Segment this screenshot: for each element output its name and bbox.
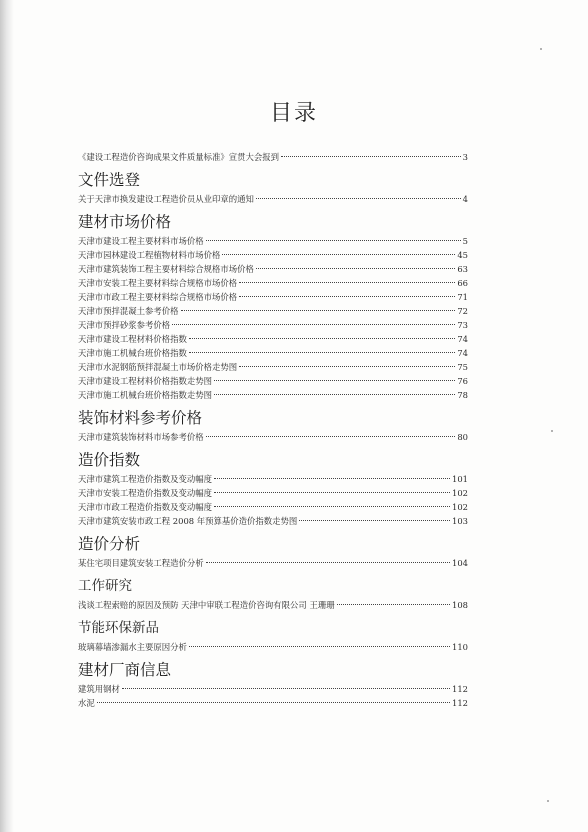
section-heading: 装饰材料参考价格 [78, 409, 203, 427]
leader-dots [206, 562, 450, 563]
toc-entry-page: 76 [457, 376, 468, 386]
section-heading: 造价分析 [78, 535, 141, 553]
toc-entry-label: 天津市安装工程造价指数及变动幅度 [78, 488, 212, 498]
leader-dots [206, 436, 456, 437]
toc-entry-label: 天津市市政工程主要材料综合规格市场价格 [78, 292, 238, 302]
toc-entry-page: 103 [452, 516, 468, 526]
table-of-contents [78, 150, 468, 710]
toc-entry-page: 110 [452, 642, 468, 652]
leader-dots [189, 338, 455, 339]
scan-speck [551, 430, 553, 432]
toc-entry[interactable] [78, 262, 468, 276]
toc-entry-page: 102 [452, 502, 468, 512]
section-heading: 建材市场价格 [78, 213, 172, 231]
leader-dots [256, 268, 455, 269]
section-heading: 造价指数 [78, 451, 141, 469]
toc-entry-label: 天津市预拌砂浆参考价格 [78, 320, 171, 330]
toc-entry-label: 天津市水泥钢筋预拌混凝土市场价格走势图 [78, 362, 238, 372]
toc-entry-page: 80 [457, 432, 468, 442]
toc-entry[interactable] [78, 192, 468, 206]
toc-entry[interactable] [78, 640, 468, 654]
toc-entry-page: 104 [452, 558, 468, 568]
toc-entry-label: 玻璃幕墙渗漏水主要原因分析 [78, 642, 187, 652]
toc-entry-page: 112 [452, 698, 468, 708]
toc-entry-label: 天津市建设工程材料价格指数 [78, 334, 187, 344]
leader-dots [239, 296, 455, 297]
toc-entry-page: 74 [457, 348, 468, 358]
toc-entry-label: 天津市建设工程材料价格指数走势图 [78, 376, 212, 386]
leader-dots [172, 324, 455, 325]
toc-entry-page: 108 [452, 600, 468, 610]
leader-dots [214, 506, 450, 507]
toc-entry-label: 某住宅项目建筑安装工程造价分析 [78, 558, 204, 568]
leader-dots [256, 198, 461, 199]
toc-entry-label: 关于天津市换发建设工程造价员从业印章的通知 [78, 194, 254, 204]
toc-entry[interactable] [78, 332, 468, 346]
toc-entry-page: 75 [457, 362, 468, 372]
toc-entry-label: 天津市建设工程主要材料市场价格 [78, 236, 204, 246]
toc-entry-intro[interactable] [78, 150, 468, 164]
leader-dots [214, 394, 455, 395]
leader-dots [337, 604, 450, 605]
toc-entry-page: 3 [462, 152, 468, 162]
toc-entry-page: 5 [462, 236, 468, 246]
toc-entry-page: 4 [462, 194, 468, 204]
toc-entry[interactable] [78, 374, 468, 388]
leader-dots [189, 646, 450, 647]
toc-entry-label: 天津市预拌混凝土参考价格 [78, 306, 179, 316]
toc-entry[interactable] [78, 500, 468, 514]
toc-entry-label: 天津市施工机械台班价格指数 [78, 348, 187, 358]
toc-entry-label: 天津市建筑工程造价指数及变动幅度 [78, 474, 212, 484]
toc-entry[interactable] [78, 696, 468, 710]
section-heading: 工作研究 [78, 578, 132, 594]
toc-entry[interactable] [78, 290, 468, 304]
toc-entry[interactable] [78, 248, 468, 262]
toc-entry-page: 71 [457, 292, 468, 302]
toc-entry-page: 63 [457, 264, 468, 274]
leader-dots [214, 380, 455, 381]
leader-dots [97, 702, 450, 703]
toc-entry-page: 45 [457, 250, 468, 260]
leader-dots [214, 492, 450, 493]
leader-dots [239, 366, 455, 367]
toc-entry[interactable] [78, 304, 468, 318]
toc-entry-label: 浅谈工程索赔的原因及预防 天津中审联工程造价咨询有限公司 王珊珊 [78, 600, 335, 610]
toc-entry-label: 天津市园林建设工程植物材料市场价格 [78, 250, 221, 260]
toc-entry-page: 112 [452, 684, 468, 694]
toc-entry-label: 天津市建筑装饰工程主要材料综合规格市场价格 [78, 264, 254, 274]
toc-entry-label: 天津市施工机械台班价格指数走势图 [78, 390, 212, 400]
toc-entry[interactable] [78, 318, 468, 332]
leader-dots [239, 282, 455, 283]
toc-entry-page: 78 [457, 390, 468, 400]
toc-entry-label: 天津市建筑装饰材料市场参考价格 [78, 432, 204, 442]
toc-entry-page: 72 [457, 306, 468, 316]
toc-entry[interactable] [78, 486, 468, 500]
section-heading: 文件选登 [78, 171, 141, 189]
toc-entry-page: 66 [457, 278, 468, 288]
toc-entry-page: 74 [457, 334, 468, 344]
section-heading: 节能环保新品 [78, 620, 159, 636]
leader-dots [181, 310, 456, 311]
toc-entry-label: 天津市市政工程造价指数及变动幅度 [78, 502, 212, 512]
toc-entry-label: 天津市建筑安装市政工程 2008 年预算基价造价指数走势图 [78, 516, 298, 526]
toc-entry-label: 天津市安装工程主要材料综合规格市场价格 [78, 278, 238, 288]
leader-dots [222, 254, 455, 255]
leader-dots [206, 240, 461, 241]
toc-title: 目录 [269, 101, 318, 126]
toc-entry[interactable] [78, 514, 468, 528]
toc-entry[interactable] [78, 472, 468, 486]
leader-dots [122, 688, 450, 689]
toc-entry[interactable] [78, 346, 468, 360]
toc-entry[interactable] [78, 360, 468, 374]
toc-entry[interactable] [78, 234, 468, 248]
toc-entry[interactable] [78, 556, 468, 570]
scan-speck [540, 48, 542, 50]
toc-entry[interactable] [78, 430, 468, 444]
toc-entry-label: 建筑用钢材 [78, 684, 120, 694]
leader-dots [281, 156, 461, 157]
section-heading: 建材厂商信息 [78, 661, 172, 679]
toc-entry-label: 水泥 [78, 698, 95, 708]
toc-sections [78, 168, 468, 710]
toc-entry-label: 《建设工程造价咨询成果文件质量标准》宣贯大会报到 [78, 152, 279, 162]
toc-entry[interactable] [78, 388, 468, 402]
toc-entry[interactable] [78, 598, 468, 612]
toc-entry[interactable] [78, 276, 468, 290]
leader-dots [214, 478, 450, 479]
toc-entry-page: 101 [452, 474, 468, 484]
toc-entry-page: 73 [457, 320, 468, 330]
leader-dots [189, 352, 455, 353]
toc-entry[interactable] [78, 682, 468, 696]
leader-dots [299, 520, 450, 521]
scan-speck [547, 800, 549, 802]
toc-entry-page: 102 [452, 488, 468, 498]
